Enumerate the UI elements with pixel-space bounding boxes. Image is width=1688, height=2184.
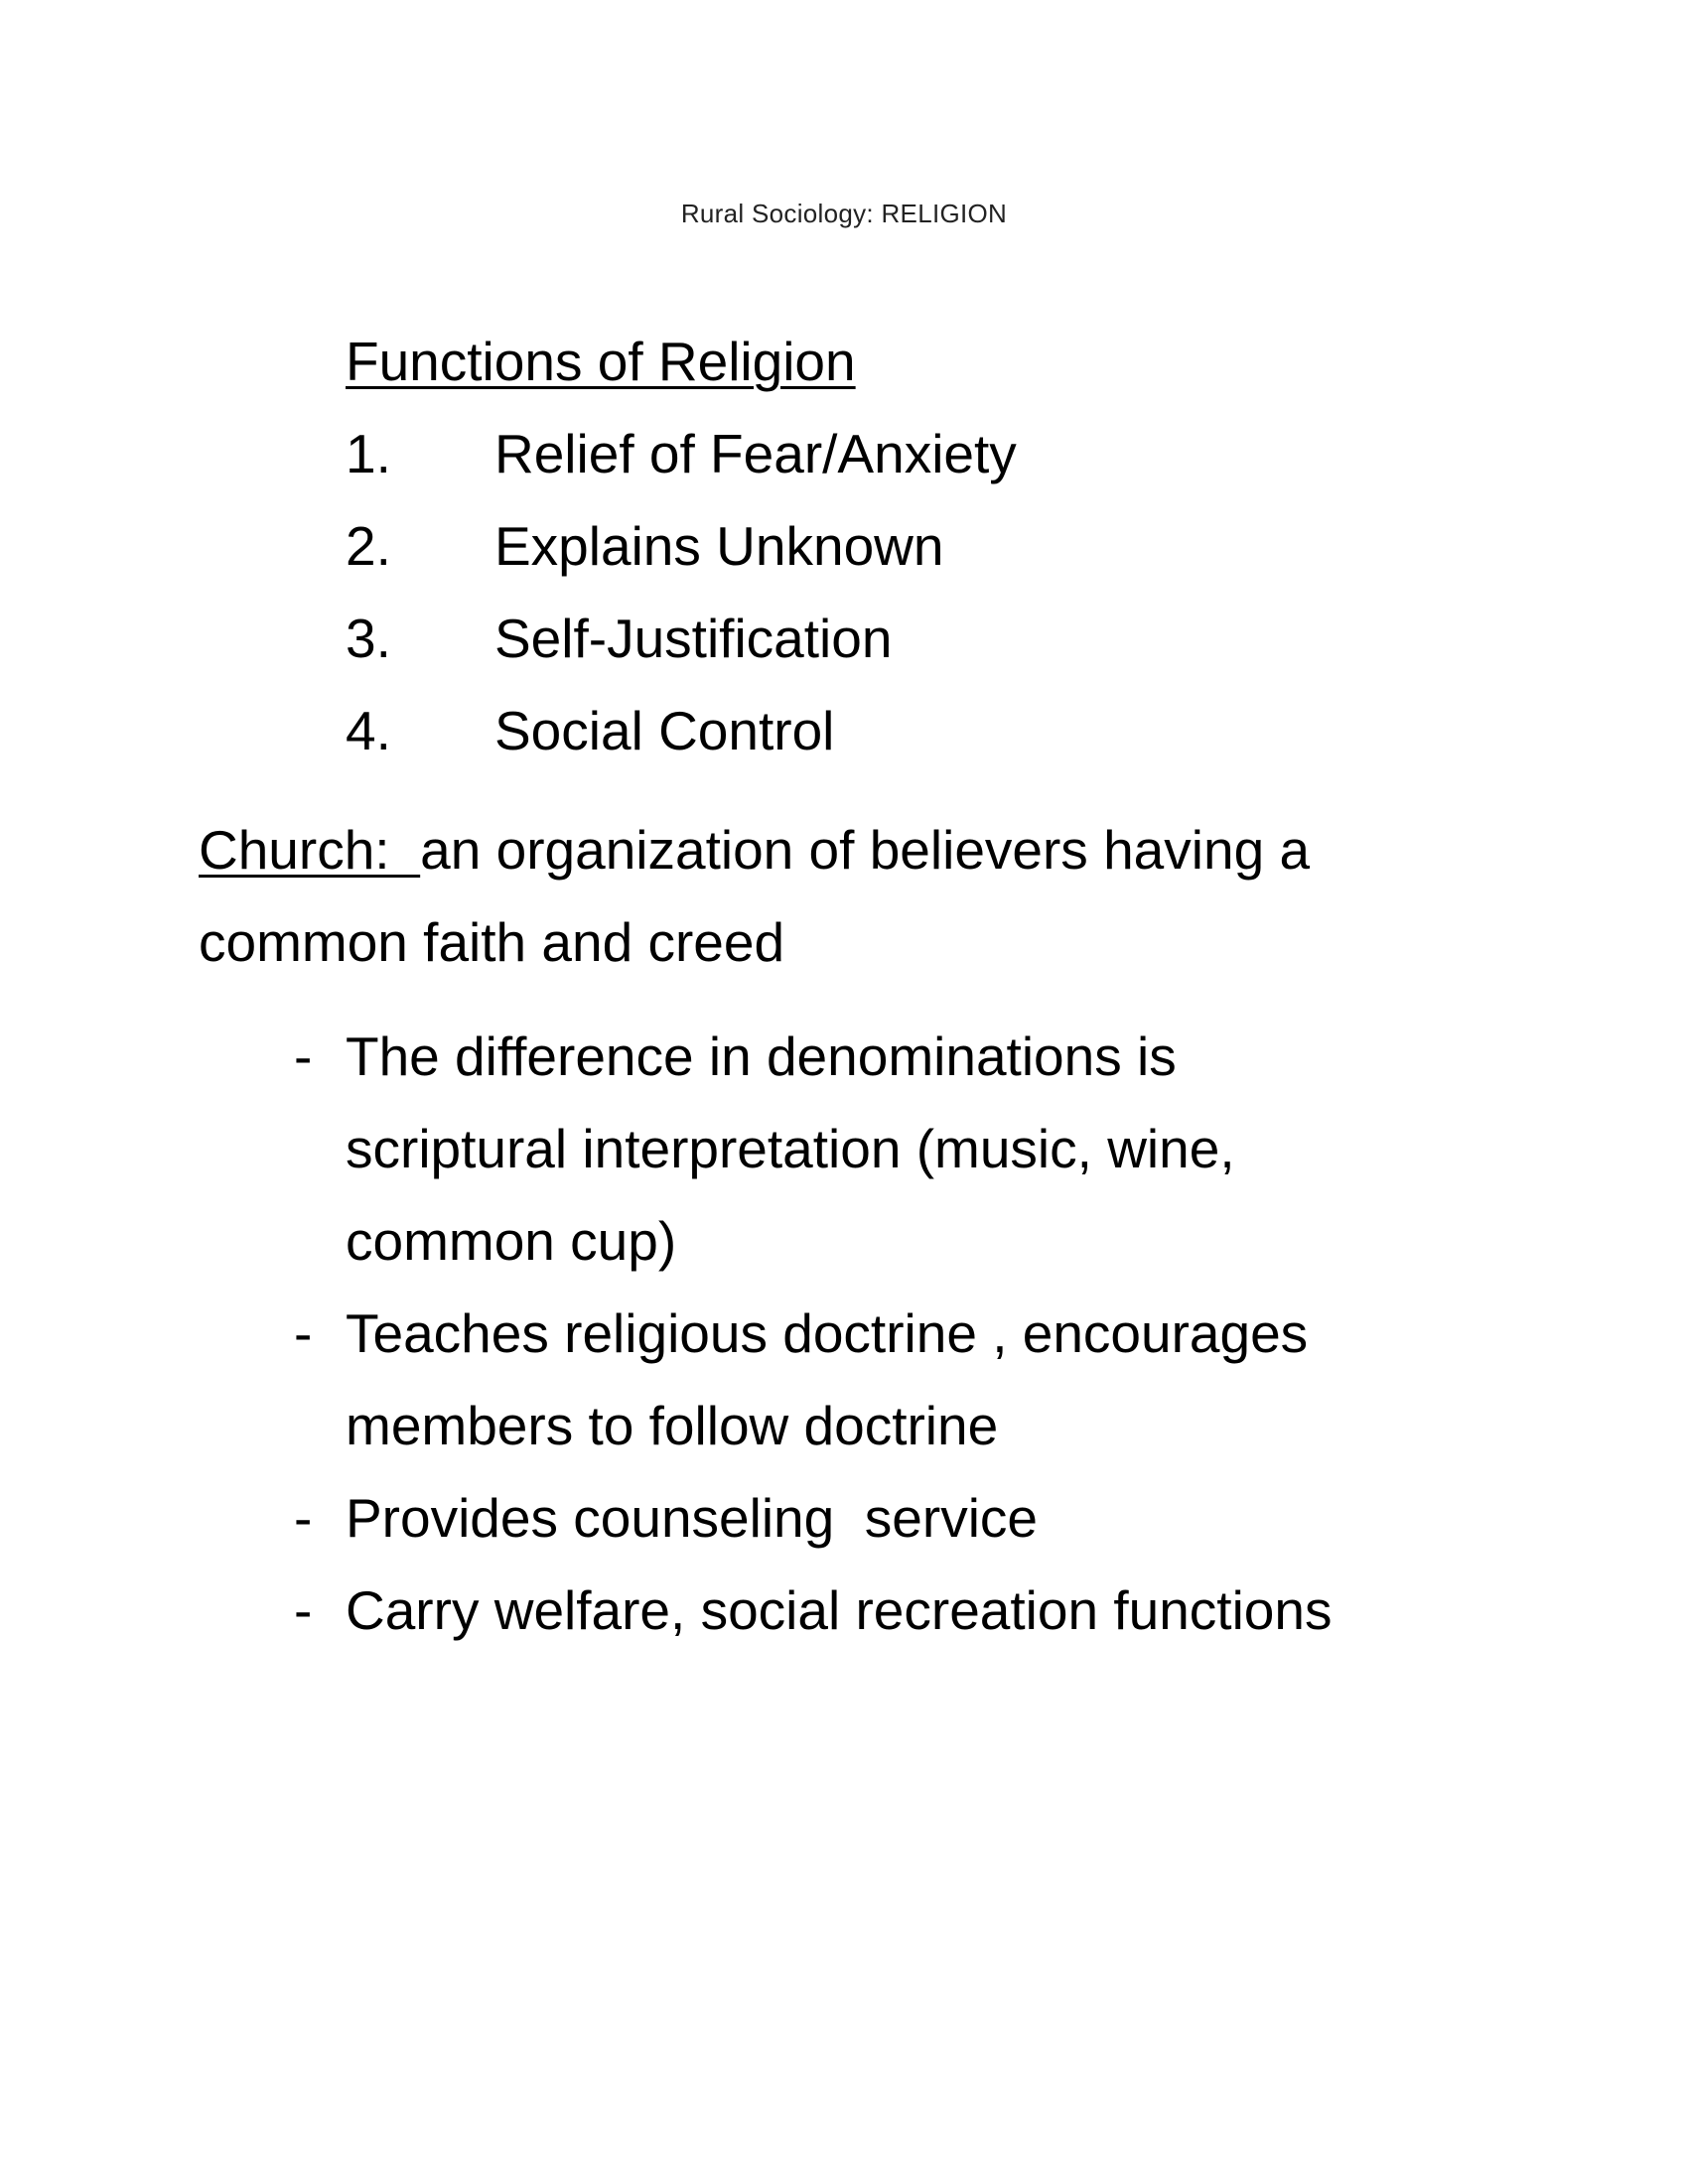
bullet-line: The difference in denominations is xyxy=(346,1025,1177,1087)
function-number: 2. xyxy=(346,515,391,577)
function-number: 1. xyxy=(346,423,391,484)
function-item xyxy=(346,685,1017,777)
function-item xyxy=(346,500,1017,593)
bullet-line: common cup) xyxy=(346,1210,677,1272)
bullet-item xyxy=(294,1565,1485,1657)
church-term: Church: xyxy=(199,819,421,881)
bullet-line: Provides counseling service xyxy=(346,1487,1039,1549)
bullet-text xyxy=(346,1565,1485,1657)
bullet-dash: - xyxy=(294,1579,313,1641)
church-definition xyxy=(199,804,1489,989)
function-item xyxy=(346,593,1017,685)
bullet-line: Teaches religious doctrine , encourages xyxy=(346,1302,1309,1364)
bullet-item xyxy=(294,1472,1485,1565)
church-definition-line-1 xyxy=(199,804,1489,896)
bullet-text xyxy=(346,1472,1485,1565)
function-label: Social Control xyxy=(494,700,835,761)
church-bullet-list xyxy=(294,1011,1485,1657)
functions-list xyxy=(346,408,1017,777)
bullet-text xyxy=(346,1288,1485,1472)
functions-section xyxy=(346,316,1017,777)
function-number: 3. xyxy=(346,608,391,669)
bullet-item xyxy=(294,1011,1485,1288)
function-number: 4. xyxy=(346,700,391,761)
bullet-dash: - xyxy=(294,1025,313,1087)
bullet-line: scriptural interpretation (music, wine, xyxy=(346,1118,1235,1179)
bullet-line: members to follow doctrine xyxy=(346,1395,999,1456)
bullet-line: Carry welfare, social recreation functions xyxy=(346,1579,1333,1641)
church-definition-line-2: common faith and creed xyxy=(199,911,785,973)
function-item xyxy=(346,408,1017,500)
functions-heading: Functions of Religion xyxy=(346,331,856,392)
bullet-text xyxy=(346,1011,1485,1288)
church-definition-text: an organization of believers having a xyxy=(420,819,1311,881)
bullet-dash: - xyxy=(294,1302,313,1364)
bullet-dash: - xyxy=(294,1487,313,1549)
page-header: Rural Sociology: RELIGION xyxy=(680,199,1008,228)
function-label: Explains Unknown xyxy=(494,515,944,577)
function-label: Self-Justification xyxy=(494,608,893,669)
bullet-item xyxy=(294,1288,1485,1472)
function-label: Relief of Fear/Anxiety xyxy=(494,423,1017,484)
